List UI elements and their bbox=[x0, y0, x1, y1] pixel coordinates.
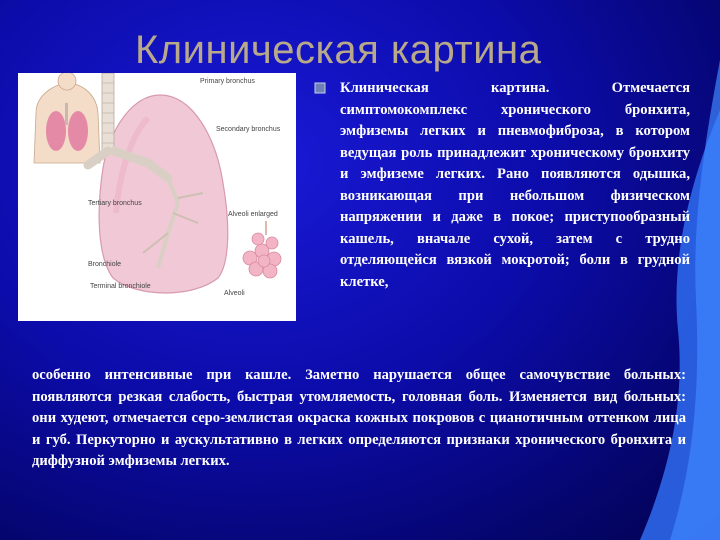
label-tertiary-bronchus: Tertiary bronchus bbox=[88, 200, 142, 207]
lung-anatomy-illustration bbox=[18, 73, 296, 321]
label-primary-bronchus: Primary bronchus bbox=[200, 78, 255, 85]
label-alveoli-enlarged: Alveoli enlarged bbox=[228, 211, 278, 218]
body-inset-icon bbox=[34, 73, 100, 163]
label-terminal-bronchiole: Terminal bronchiole bbox=[90, 283, 151, 290]
paragraph-first: Клиническая картина. Отмечается симптомокомплекс хронического бронхита, эмфиземы легких и пневмофиброза, в котором ведущая роль принадлежит хроническому бронхиту и эмфиземе легких. Рано появляются одышка, возникающая при небольшом физическом напряжении и даже в покое; приступообразный кашель, вначале сухой, затем с трудно отделяющейся вязкой мокротой; боли в грудной клетке, bbox=[340, 80, 690, 290]
square-bullet-icon bbox=[314, 82, 326, 94]
paragraph-continued: особенно интенсивные при кашле. Заметно нарушается общее самочувствие больных: появляются резкая слабость, быстрая утомляемость, головная боль. Изменяется вид больных: они худеют, отмечается серо-землистая окраска кожных покровов с цианотичным оттенком лица и губ. Перкуторно и аускультативно в легких определяются признаки хронического бронхита и диффузной эмфиземы легких. bbox=[32, 367, 686, 469]
label-secondary-bronchus: Secondary bronchus bbox=[216, 126, 281, 133]
label-bronchiole: Bronchiole bbox=[88, 261, 122, 268]
slide-title: Клиническая картина bbox=[135, 28, 542, 72]
label-alveoli: Alveoli bbox=[224, 290, 245, 297]
